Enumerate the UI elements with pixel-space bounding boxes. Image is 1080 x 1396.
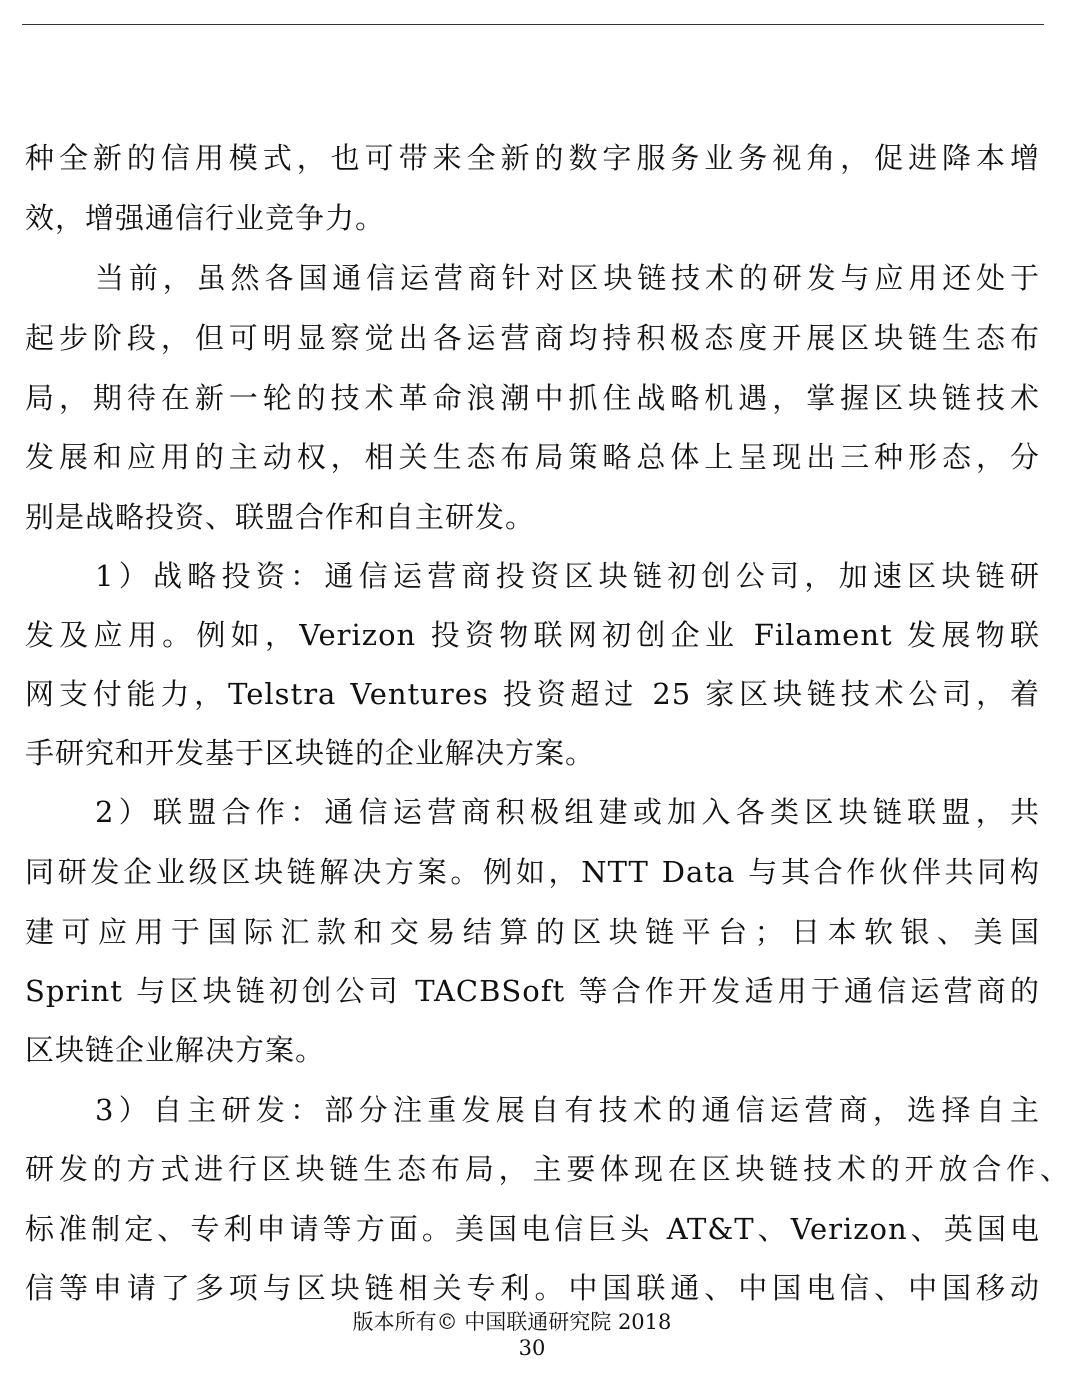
body-line: 种全新的信用模式，也可带来全新的数字服务业务视角，促进降本增 xyxy=(25,141,1040,175)
paragraph-first-line: 1）战略投资：通信运营商投资区块链初创公司，加速区块链研 xyxy=(95,559,1040,593)
body-line: 手研究和开发基于区块链的企业解决方案。 xyxy=(25,736,596,770)
body-line: 起步阶段，但可明显察觉出各运营商均持积极态度开展区块链生态布 xyxy=(25,321,1040,355)
body-line: 局，期待在新一轮的技术革命浪潮中抓住战略机遇，掌握区块链技术 xyxy=(25,381,1040,415)
body-line: 研发的方式进行区块链生态布局，主要体现在区块链技术的开放合作、 xyxy=(25,1152,1070,1186)
page-number: 30 xyxy=(518,1336,546,1360)
paragraph-first-line: 2）联盟合作：通信运营商积极组建或加入各类区块链联盟，共 xyxy=(95,795,1040,829)
paragraph-first-line: 3）自主研发：部分注重发展自有技术的通信运营商，选择自主 xyxy=(95,1093,1040,1127)
body-line: 别是战略投资、联盟合作和自主研发。 xyxy=(25,500,536,534)
body-line: 同研发企业级区块链解决方案。例如，NTT Data 与其合作伙伴共同构 xyxy=(25,855,1040,889)
paragraph-first-line: 当前，虽然各国通信运营商针对区块链技术的研发与应用还处于 xyxy=(95,261,1040,295)
body-line: 网支付能力，Telstra Ventures 投资超过 25 家区块链技术公司，着 xyxy=(25,677,1040,711)
body-line: Sprint 与区块链初创公司 TACBSoft 等合作开发适用于通信运营商的 xyxy=(25,974,1040,1008)
body-line: 发及应用。例如，Verizon 投资物联网初创企业 Filament 发展物联 xyxy=(25,618,1040,652)
body-line: 建可应用于国际汇款和交易结算的区块链平台；日本软银、美国 xyxy=(25,915,1040,949)
body-line: 效，增强通信行业竞争力。 xyxy=(25,201,386,235)
footer-copyright: 版本所有© 中国联通研究院 2018 xyxy=(352,1310,672,1334)
body-line: 信等申请了多项与区块链相关专利。中国联通、中国电信、中国移动 xyxy=(25,1271,1040,1305)
body-line: 区块链企业解决方案。 xyxy=(25,1033,326,1067)
body-line: 发展和应用的主动权，相关生态布局策略总体上呈现出三种形态，分 xyxy=(25,440,1040,474)
body-line: 标准制定、专利申请等方面。美国电信巨头 AT&T、Verizon、英国电 xyxy=(25,1212,1040,1246)
header-rule xyxy=(22,24,1044,25)
